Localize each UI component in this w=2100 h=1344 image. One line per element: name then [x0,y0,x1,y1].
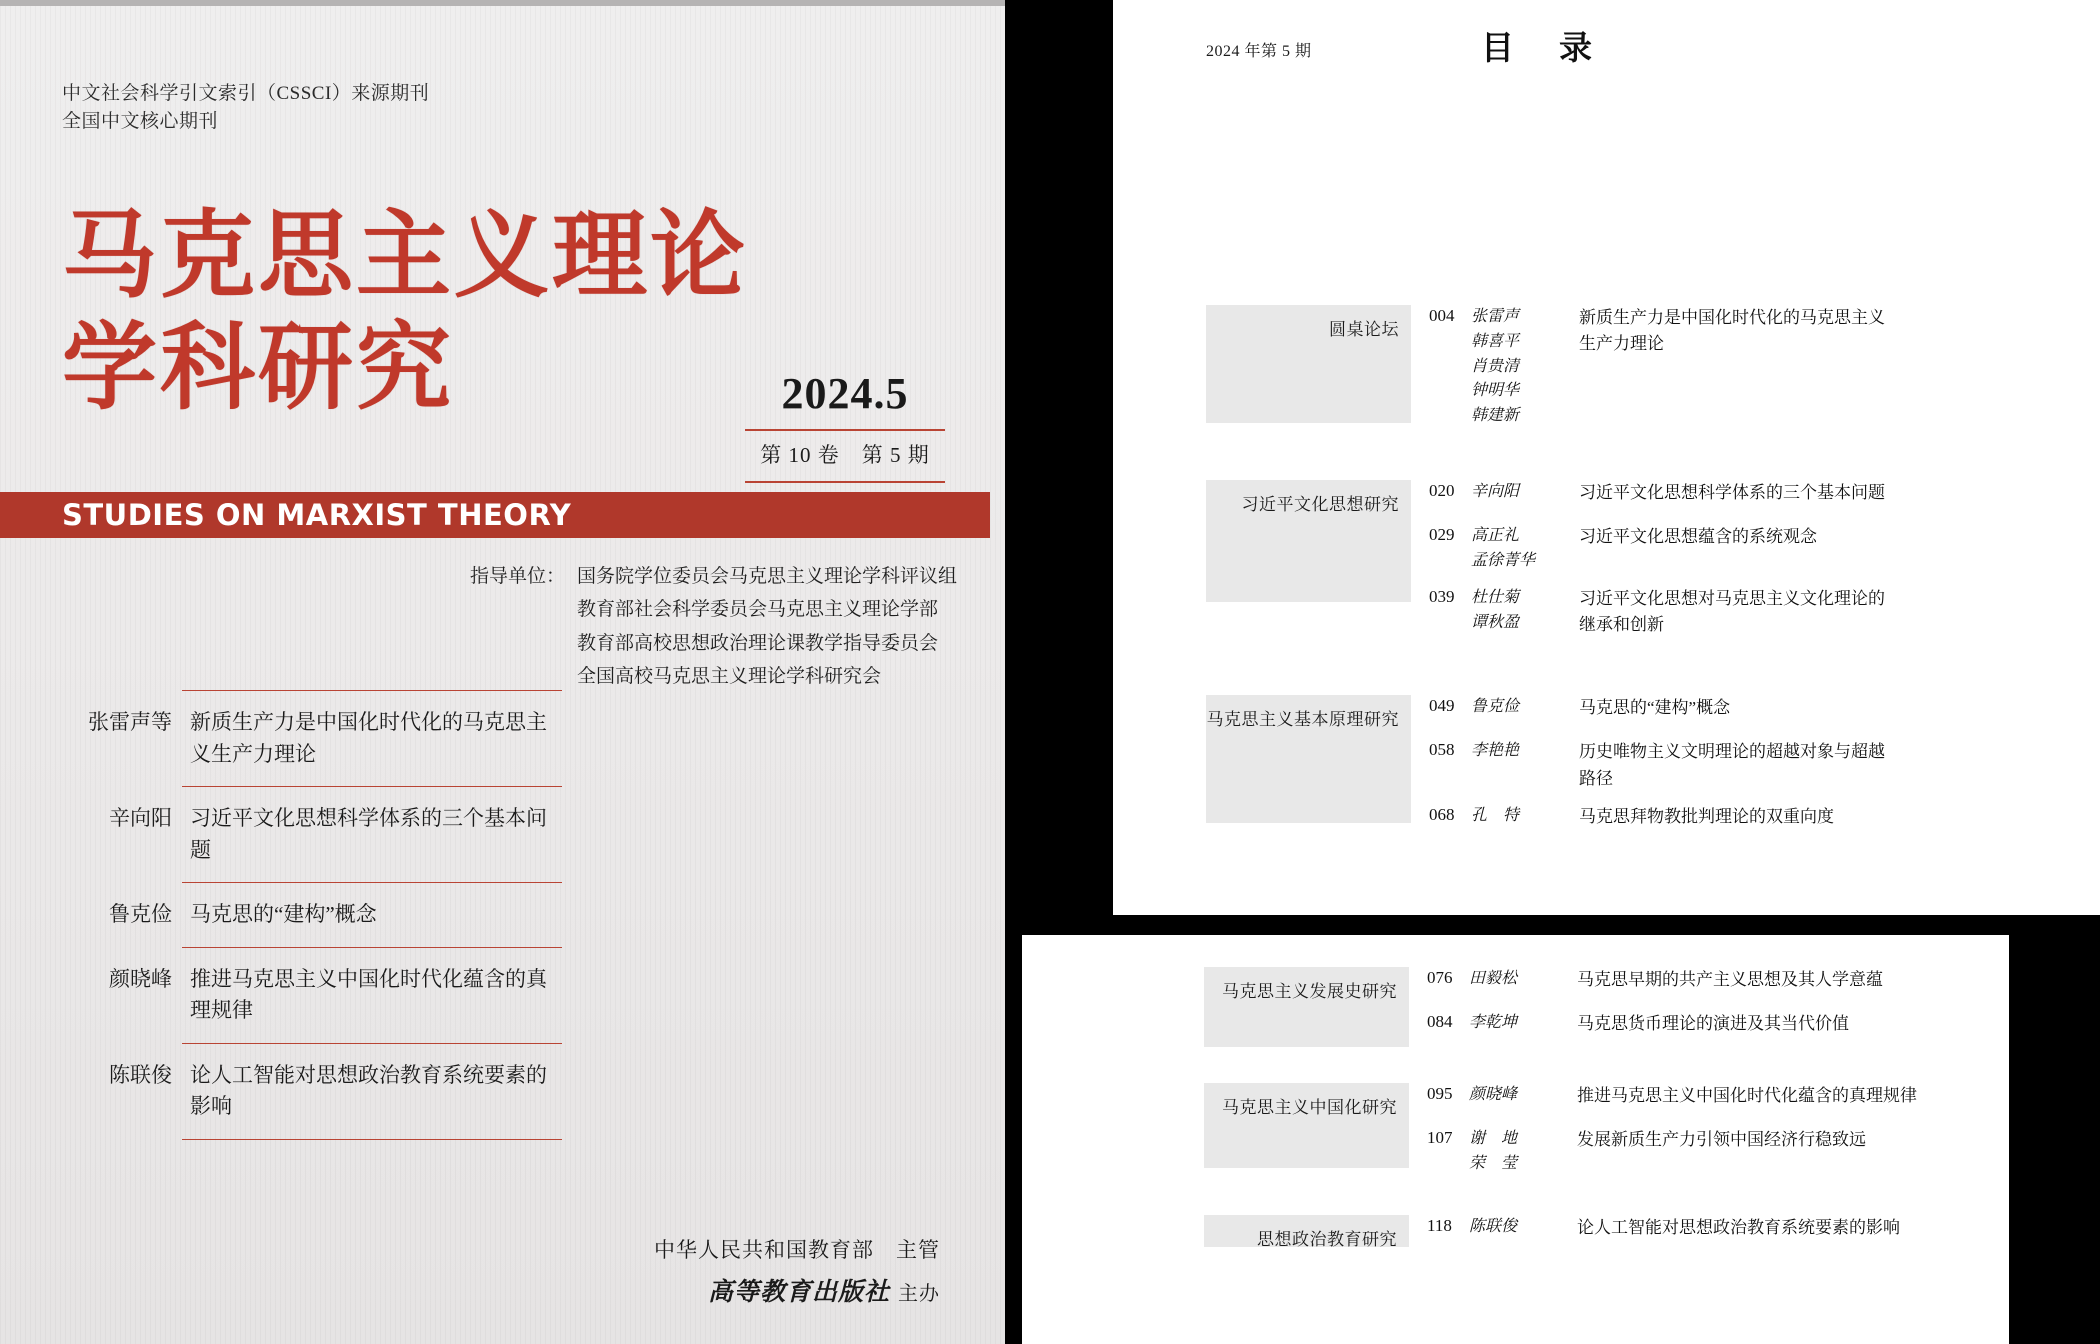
title-line: 习近平文化思想科学体系的三个基本问题 [1579,483,1885,502]
cover-highlights-list [62,690,562,1140]
footer-publisher: 高等教育出版社 [707,1279,890,1306]
toc-category: 习近平文化思想研究 [1206,480,1411,602]
toc-authors [1471,586,1579,636]
toc-article-title [1579,695,2016,721]
table-row[interactable] [1427,1083,1964,1127]
toc-entry-list [1411,305,2016,442]
sponsor-item: 国务院学位委员会马克思主义理论学科评议组 [577,566,958,587]
title-line: 历史唯物主义文明理论的超越对象与超越 [1579,742,1885,762]
toc-page-number: 020 [1429,481,1455,500]
toc-authors [1469,1083,1577,1108]
sponsor-list [577,560,957,693]
toc-heading: 目 录 [1481,28,1598,67]
toc-group [1204,1083,1964,1190]
toc-issue-label: 2024 年第 5 期 [1206,43,1312,60]
author-name: 肖贵清 [1471,357,1520,375]
toc-entry-list [1411,480,2016,652]
toc-page-number: 107 [1427,1128,1453,1148]
table-row[interactable] [1429,524,2016,586]
list-item [62,691,562,786]
toc-category: 马克思主义发展史研究 [1204,967,1409,1047]
table-row[interactable] [1429,586,2016,652]
table-row[interactable] [1429,804,2016,843]
list-item [62,948,562,1043]
journal-cover [0,0,1005,1344]
footer-publisher-suffix: 主办 [898,1283,940,1305]
author-name: 孔 特 [1471,807,1520,825]
toc-page-number: 118 [1427,1216,1452,1235]
toc-page-number: 068 [1429,805,1455,825]
highlight-title: 马克思的“建构”概念 [190,902,377,926]
toc-authors [1471,480,1579,505]
toc-authors [1471,804,1579,829]
author-name: 钟明华 [1471,382,1520,400]
highlight-author: 辛向阳 [109,806,172,830]
highlight-title: 论人工智能对思想政治教育系统要素的影响 [190,1062,547,1118]
highlight-author: 张雷声等 [88,710,172,734]
toc-entry-list [1409,1083,1964,1190]
table-row[interactable] [1429,305,2016,442]
author-name: 孟徐菁华 [1471,552,1536,570]
list-item [62,787,562,882]
toc-category: 马克思主义中国化研究 [1204,1083,1409,1168]
issue-rule-bottom [745,481,945,483]
english-title: STUDIES ON MARXIST THEORY [62,498,572,532]
toc-page-number: 004 [1429,306,1455,325]
highlight-rule [182,1139,562,1140]
toc-article-title [1579,305,2016,358]
highlight-title: 新质生产力是中国化时代化的马克思主义生产力理论 [190,710,547,766]
table-row[interactable] [1427,1011,1964,1050]
author-name: 颜晓峰 [1469,1086,1518,1103]
cover-top-rule [0,0,1005,6]
toc-authors [1469,967,1577,992]
title-line: 习近平文化思想对马克思主义文化理论的 [1579,588,1885,608]
toc-page-2 [1022,935,2009,1344]
sponsor-item: 教育部高校思想政治理论课教学指导委员会 [577,632,939,654]
author-name: 陈联俊 [1469,1218,1518,1235]
title-line: 马克思的“建构”概念 [1579,698,1731,717]
table-row[interactable] [1427,1215,1964,1254]
toc-category: 马克思主义基本原理研究 [1206,695,1411,823]
author-name: 韩喜平 [1471,332,1520,350]
author-name: 张雷声 [1471,308,1520,325]
journal-title-line-1: 马克思主义理论 [62,201,749,311]
journal-title-line-2: 学科研究 [62,313,455,424]
sponsor-item: 教育部社会科学委员会马克思主义理论学部 [577,599,939,621]
highlight-title: 习近平文化思想科学体系的三个基本问题 [190,806,547,862]
sponsor-label: 指导单位： [470,566,566,587]
title-line: 继承和创新 [1579,615,1664,635]
toc-group [1206,695,2016,843]
indexing-notice [62,80,429,135]
title-line: 马克思拜物教批判理论的双重向度 [1579,807,1834,827]
toc-article-title [1579,804,2016,830]
title-line: 发展新质生产力引领中国经济行稳致远 [1577,1130,1866,1150]
toc-authors [1469,1011,1577,1036]
toc-page-number: 029 [1429,525,1455,545]
english-title-bar [0,492,990,538]
footer-publisher-line [0,1272,940,1308]
indexing-line-1: 中文社会科学引文索引（CSSCI）来源期刊 [62,83,430,104]
author-name: 田毅松 [1469,970,1518,987]
toc-page-1 [1113,0,2100,915]
toc-category: 思想政治教育研究 [1204,1215,1409,1247]
toc-article-title [1579,524,2016,550]
issue-rule-top [745,429,945,431]
toc-article-title [1577,967,1964,993]
title-line: 推进马克思主义中国化时代化蕴含的真理规律 [1577,1086,1917,1105]
sponsor-item: 全国高校马克思主义理论学科研究会 [577,665,882,687]
toc-category: 圆桌论坛 [1206,305,1411,423]
author-name: 鲁克俭 [1471,698,1520,715]
title-line: 路径 [1579,768,1613,788]
toc-page-number: 049 [1429,696,1455,715]
title-line: 论人工智能对思想政治教育系统要素的影响 [1577,1218,1900,1237]
toc-article-title [1577,1127,1964,1153]
author-name: 辛向阳 [1471,483,1520,500]
toc-entry-list [1411,695,2016,843]
title-line: 习近平文化思想蕴含的系统观念 [1579,527,1817,547]
issue-year: 2024.5 [781,369,909,418]
toc-article-title [1577,1011,1964,1037]
list-item [62,1044,562,1139]
title-line: 马克思货币理论的演进及其当代价值 [1577,1014,1849,1034]
title-line: 马克思早期的共产主义思想及其人学意蕴 [1577,970,1883,989]
table-row[interactable] [1427,1127,1964,1190]
toc-authors [1471,524,1579,574]
title-line: 生产力理论 [1579,334,1664,354]
footer-supervisor: 中华人民共和国教育部 主管 [654,1238,940,1262]
toc-article-title [1577,1215,1964,1241]
highlight-title: 推进马克思主义中国化时代化蕴含的真理规律 [190,966,547,1022]
table-row[interactable] [1429,739,2016,804]
list-item [62,883,562,947]
toc-authors [1469,1215,1577,1240]
table-row[interactable] [1429,480,2016,524]
toc-article-title [1579,739,2016,792]
author-name: 荣 莹 [1469,1155,1518,1173]
toc-article-title [1577,1083,1964,1109]
toc-page-number: 076 [1427,968,1453,987]
toc-page-number: 095 [1427,1084,1453,1103]
author-name: 谭秋盈 [1471,613,1520,631]
journal-title [62,200,748,424]
toc-group [1204,1215,1964,1254]
indexing-line-2: 全国中文核心期刊 [62,110,219,132]
toc-authors [1471,695,1579,720]
toc-authors [1469,1127,1577,1177]
author-name: 杜仕菊 [1471,588,1520,606]
highlight-author: 颜晓峰 [109,966,172,991]
table-row[interactable] [1427,967,1964,1011]
author-name: 李乾坤 [1469,1014,1518,1032]
table-row[interactable] [1429,695,2016,739]
toc-page-number: 039 [1429,586,1455,606]
author-name: 韩建新 [1471,407,1520,425]
toc-entry-list [1409,967,1964,1051]
toc-page-number: 084 [1427,1012,1453,1032]
toc-group [1206,305,2016,442]
toc-group [1206,480,2016,652]
highlight-author: 陈联俊 [109,1062,172,1087]
author-name: 李艳艳 [1471,742,1520,760]
toc-page-number: 058 [1429,740,1455,760]
toc-authors [1471,305,1579,429]
author-name: 高正礼 [1471,527,1520,545]
toc-article-title [1579,586,2016,639]
sponsor-block [470,560,957,693]
issue-volume: 第 10 卷 第 5 期 [760,443,930,467]
toc-entry-list [1409,1215,1964,1254]
toc-group [1204,967,1964,1051]
toc-authors [1471,739,1579,764]
title-line: 新质生产力是中国化时代化的马克思主义 [1579,308,1885,327]
cover-footer [0,1234,940,1308]
toc-article-title [1579,480,2016,506]
author-name: 谢 地 [1469,1130,1518,1148]
highlight-author: 鲁克俭 [109,902,172,926]
